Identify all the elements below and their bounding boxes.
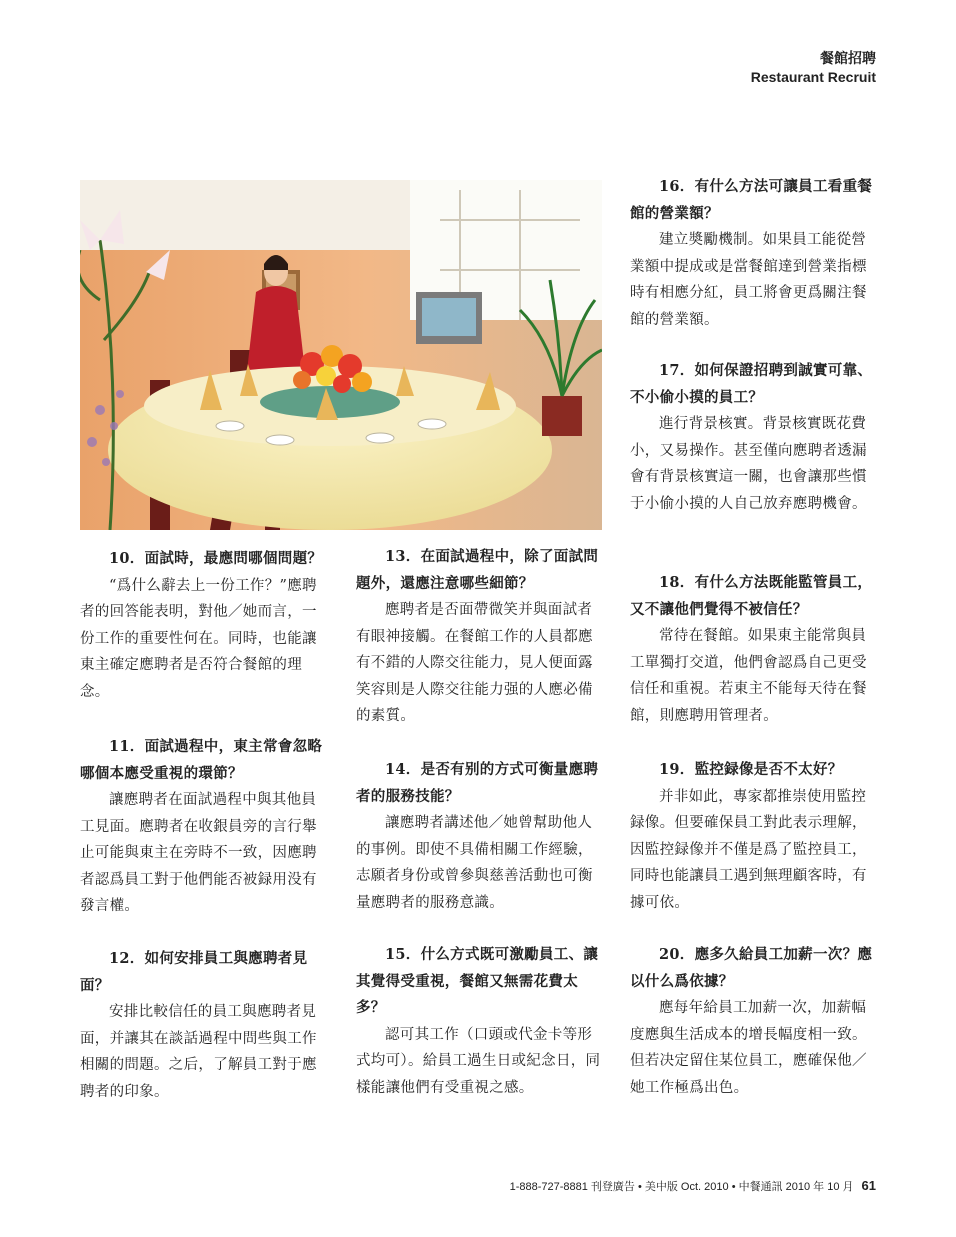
qa-section-15 [356, 942, 604, 1101]
section-title-zh: 餐館招聘 [820, 51, 876, 67]
question-heading: 18．有什么方法既能監管員工，又不讓他們覺得不被信任？ [630, 574, 873, 618]
answer-text: 進行背景核實。背景核實既花費小，又易操作。甚至僅向應聘者透漏會有背景核實這一關，也會讓那些慣于小偷小摸的人自己放弃應聘機會。 [630, 416, 867, 512]
answer-text: 認可其工作（口頭或代金卡等形式均可）。給員工過生日或紀念日，同樣能讓他們有受重視之感。 [356, 1026, 601, 1096]
qa-section-14 [356, 757, 604, 916]
question-heading: 13．在面試過程中，除了面試問題外，還應注意哪些細節？ [356, 548, 599, 592]
question-heading: 12．如何安排員工與應聘者見面？ [80, 950, 308, 994]
qa-section-10 [80, 546, 328, 705]
answer-text: 常待在餐館。如果東主能常與員工單獨打交道，他們會認爲自己更受信任和重視。若東主不能每天待在餐館，則應聘用管理者。 [630, 628, 867, 724]
question-heading: 14．是否有别的方式可衡量應聘者的服務技能？ [356, 761, 599, 805]
page-footer [510, 1178, 876, 1194]
question-heading: 11．面試過程中，東主常會忽略哪個本應受重視的環節？ [80, 738, 323, 782]
qa-section-19 [630, 757, 878, 916]
answer-text: 并非如此，專家都推崇使用監控録像。但要確保員工對此表示理解，因監控録像并不僅是爲了監控員工，同時也能讓員工遇到無理顧客時，有據可依。 [630, 788, 867, 911]
footer-text: 1-888-727-8881 刊登廣告 • 美中版 Oct. 2010 • 中餐通訊 2010 年 10 月 [509, 1181, 854, 1193]
question-heading: 15．什么方式既可激勵員工、讓其覺得受重視，餐館又無需花費太多？ [356, 946, 599, 1016]
answer-text: 建立奬勵機制。如果員工能從營業額中提成或是當餐館達到營業指標時有相應分紅，員工將會更爲關注餐館的營業額。 [630, 232, 867, 328]
question-heading: 20．應多久給員工加薪一次？應以什么爲依據？ [630, 946, 873, 990]
qa-section-16 [630, 174, 878, 333]
answer-text: “爲什么辭去上一份工作？”應聘者的回答能表明，對他／她而言，一份工作的重要性何在。同時，也能讓東主確定應聘者是否符合餐館的理念。 [80, 577, 317, 700]
page-number: 61 [861, 1178, 876, 1193]
answer-text: 讓應聘者講述他／她曾幫助他人的事例。即使不具備相關工作經驗，志願者身份或曾參與慈善活動也可衡量應聘者的服務意識。 [356, 815, 593, 911]
question-heading: 17．如何保證招聘到誠實可靠、不小偷小摸的員工？ [630, 362, 873, 406]
answer-text: 應每年給員工加薪一次，加薪幅度應與生活成本的增長幅度相一致。但若决定留住某位員工，應確保他／她工作極爲出色。 [630, 1000, 867, 1096]
qa-section-12 [80, 946, 328, 1105]
answer-text: 讓應聘者在面試過程中與其他員工見面。應聘者在收銀員旁的言行舉止可能與東主在旁時不一致，因應聘者認爲員工對于他們能否被録用没有發言權。 [80, 792, 317, 914]
section-title-en: Restaurant Recruit [750, 69, 876, 85]
question-heading: 19．監控録像是否不太好？ [659, 761, 843, 778]
qa-section-17 [630, 358, 878, 517]
answer-text: 應聘者是否面帶微笑并與面試者有眼神接觸。在餐館工作的人員都應有不錯的人際交往能力，見人便面露笑容則是人際交往能力强的人應必備的素質。 [356, 602, 593, 724]
qa-section-13 [356, 544, 604, 730]
qa-section-18 [630, 570, 878, 729]
qa-section-20 [630, 942, 878, 1101]
restaurant-photo [80, 180, 602, 530]
question-heading: 16．有什么方法可讓員工看重餐館的營業額？ [630, 178, 873, 222]
page-header [751, 50, 876, 86]
question-heading: 10．面試時，最應問哪個問題？ [109, 550, 323, 567]
answer-text: 安排比較信任的員工與應聘者見面，并讓其在談話過程中問些與工作相關的問題。之后，了解員工對于應聘者的印象。 [80, 1004, 317, 1100]
qa-section-11 [80, 734, 328, 920]
